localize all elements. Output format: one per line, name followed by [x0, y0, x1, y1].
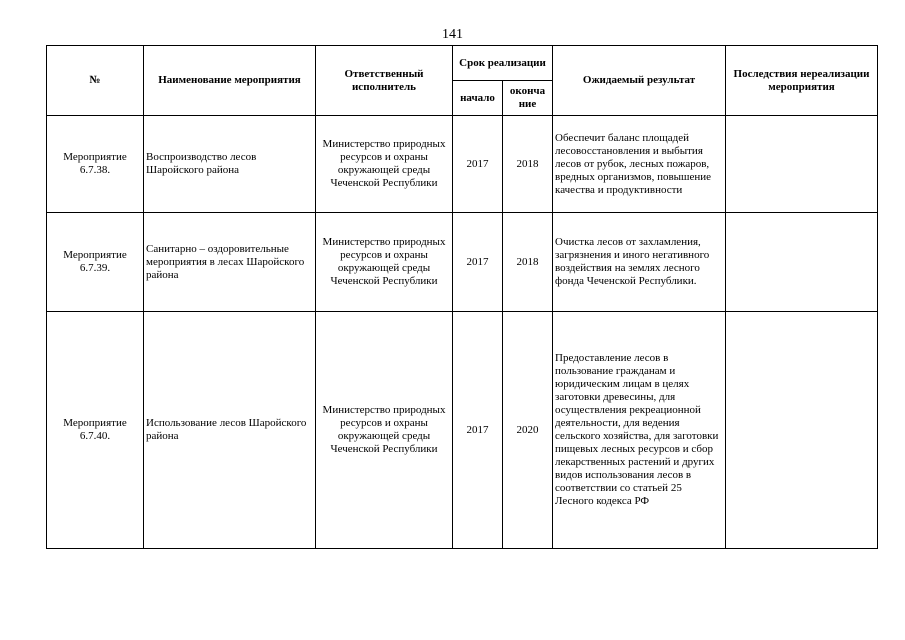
row-consequences — [726, 116, 878, 213]
row-consequences — [726, 213, 878, 312]
row-end: 2018 — [503, 116, 553, 213]
header-responsible: Ответственный исполнитель — [316, 46, 453, 116]
page-number: 141 — [442, 27, 463, 42]
row-measure-name: Воспроизводство лесов Шаройского района — [144, 116, 316, 213]
row-expected-result: Очистка лесов от захламления, загрязнения и иного негативного воздействия на землях лесного фонда Чеченской Республики. — [553, 213, 726, 312]
row-start: 2017 — [453, 312, 503, 549]
row-responsible: Министерство природных ресурсов и охраны окружающей среды Чеченской Республики — [316, 312, 453, 549]
row-responsible: Министерство природных ресурсов и охраны окружающей среды Чеченской Республики — [316, 116, 453, 213]
row-start: 2017 — [453, 116, 503, 213]
measures-table — [46, 45, 878, 549]
header-start: начало — [453, 81, 503, 116]
table-row — [47, 312, 878, 549]
row-start: 2017 — [453, 213, 503, 312]
row-measure-name: Использование лесов Шаройского района — [144, 312, 316, 549]
header-expected-result: Ожидаемый результат — [553, 46, 726, 116]
header-consequences: Последствия нереализации мероприятия — [726, 46, 878, 116]
header-row — [47, 46, 878, 81]
row-consequences — [726, 312, 878, 549]
table-row — [47, 116, 878, 213]
row-expected-result: Обеспечит баланс площадей лесовосстановления и выбытия лесов от рубок, лесных пожаров, вредных организмов, повышение качества и продуктивности — [553, 116, 726, 213]
row-number: Мероприятие 6.7.40. — [47, 312, 144, 549]
row-measure-name: Санитарно – оздоровительные мероприятия в лесах Шаройского района — [144, 213, 316, 312]
row-responsible: Министерство природных ресурсов и охраны окружающей среды Чеченской Республики — [316, 213, 453, 312]
header-end: оконча ние — [503, 81, 553, 116]
row-number: Мероприятие 6.7.38. — [47, 116, 144, 213]
row-end: 2018 — [503, 213, 553, 312]
header-measure-name: Наименование мероприятия — [144, 46, 316, 116]
row-end: 2020 — [503, 312, 553, 549]
table-row — [47, 213, 878, 312]
header-period: Срок реализации — [453, 46, 553, 81]
row-expected-result: Предоставление лесов в пользование гражданам и юридическим лицам в целях заготовки древесины, для осуществления рекреационной деятельности, для ведения сельского хозяйства, для заготовки пищевых лесных ресурсов и сбор лекарственных растений и других видов использования лесов в соответствии со статьей 25 Лесного кодекса РФ — [553, 312, 726, 549]
row-number: Мероприятие 6.7.39. — [47, 213, 144, 312]
header-number: № — [47, 46, 144, 116]
